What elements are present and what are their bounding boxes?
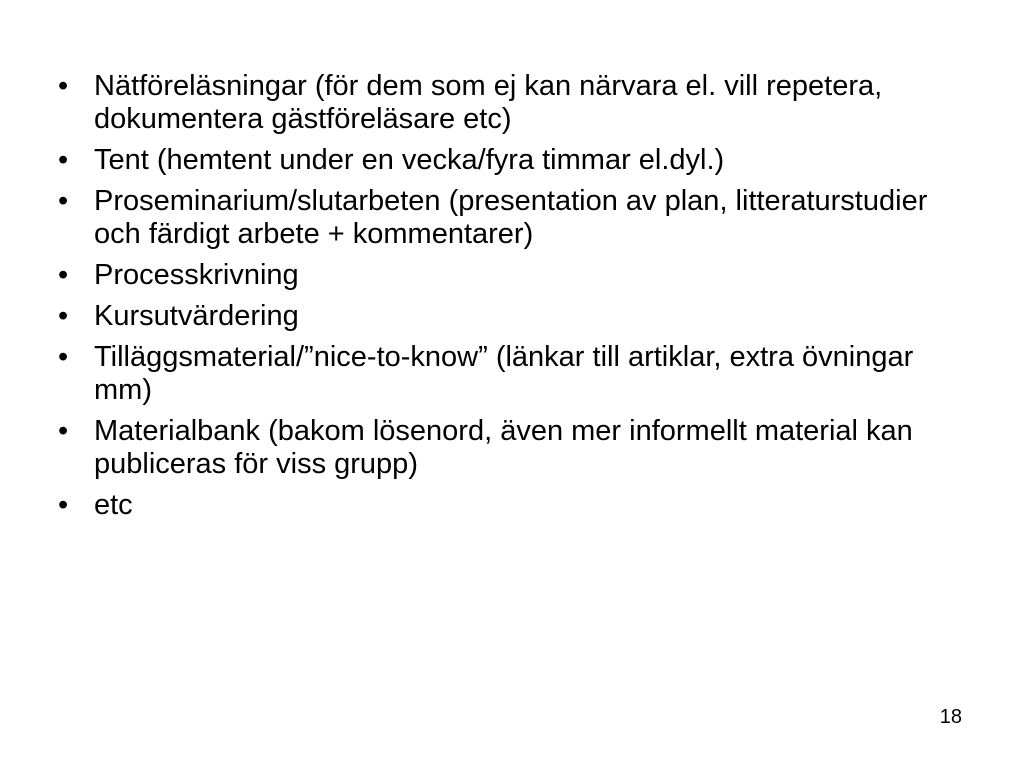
bullet-icon: • (58, 185, 69, 217)
bullet-icon: • (58, 70, 69, 102)
list-item (58, 259, 958, 292)
list-item (58, 144, 958, 177)
bullet-icon: • (58, 415, 69, 447)
list-item (58, 300, 958, 333)
bullet-icon: • (58, 144, 69, 176)
page-number: 18 (939, 706, 962, 728)
bullet-icon: • (58, 341, 69, 373)
bullet-icon: • (58, 300, 69, 332)
list-item (58, 341, 958, 407)
list-item-text: Proseminarium/slutarbeten (presentation av plan, litteraturstudier och färdigt arbete + kommentarer) (94, 185, 928, 250)
list-item-text: Nätföreläsningar (för dem som ej kan närvara el. vill repetera, dokumentera gästföreläsare etc) (94, 70, 883, 135)
list-item-text: Tent (hemtent under en vecka/fyra timmar el.dyl.) (94, 144, 725, 176)
list-item-text: etc (94, 489, 133, 521)
list-item-text: Kursutvärdering (94, 300, 299, 332)
list-item-text: Tilläggsmaterial/”nice-to-know” (länkar till artiklar, extra övningar mm) (94, 341, 914, 406)
list-item-text: Processkrivning (94, 259, 299, 291)
list-item (58, 489, 958, 522)
bullet-icon: • (58, 259, 69, 291)
list-item (58, 70, 958, 136)
bullet-list (58, 70, 958, 530)
list-item-text: Materialbank (bakom lösenord, även mer informellt material kan publiceras för viss grupp) (94, 415, 913, 480)
list-item (58, 415, 958, 481)
list-item (58, 185, 958, 251)
bullet-icon: • (58, 489, 69, 521)
